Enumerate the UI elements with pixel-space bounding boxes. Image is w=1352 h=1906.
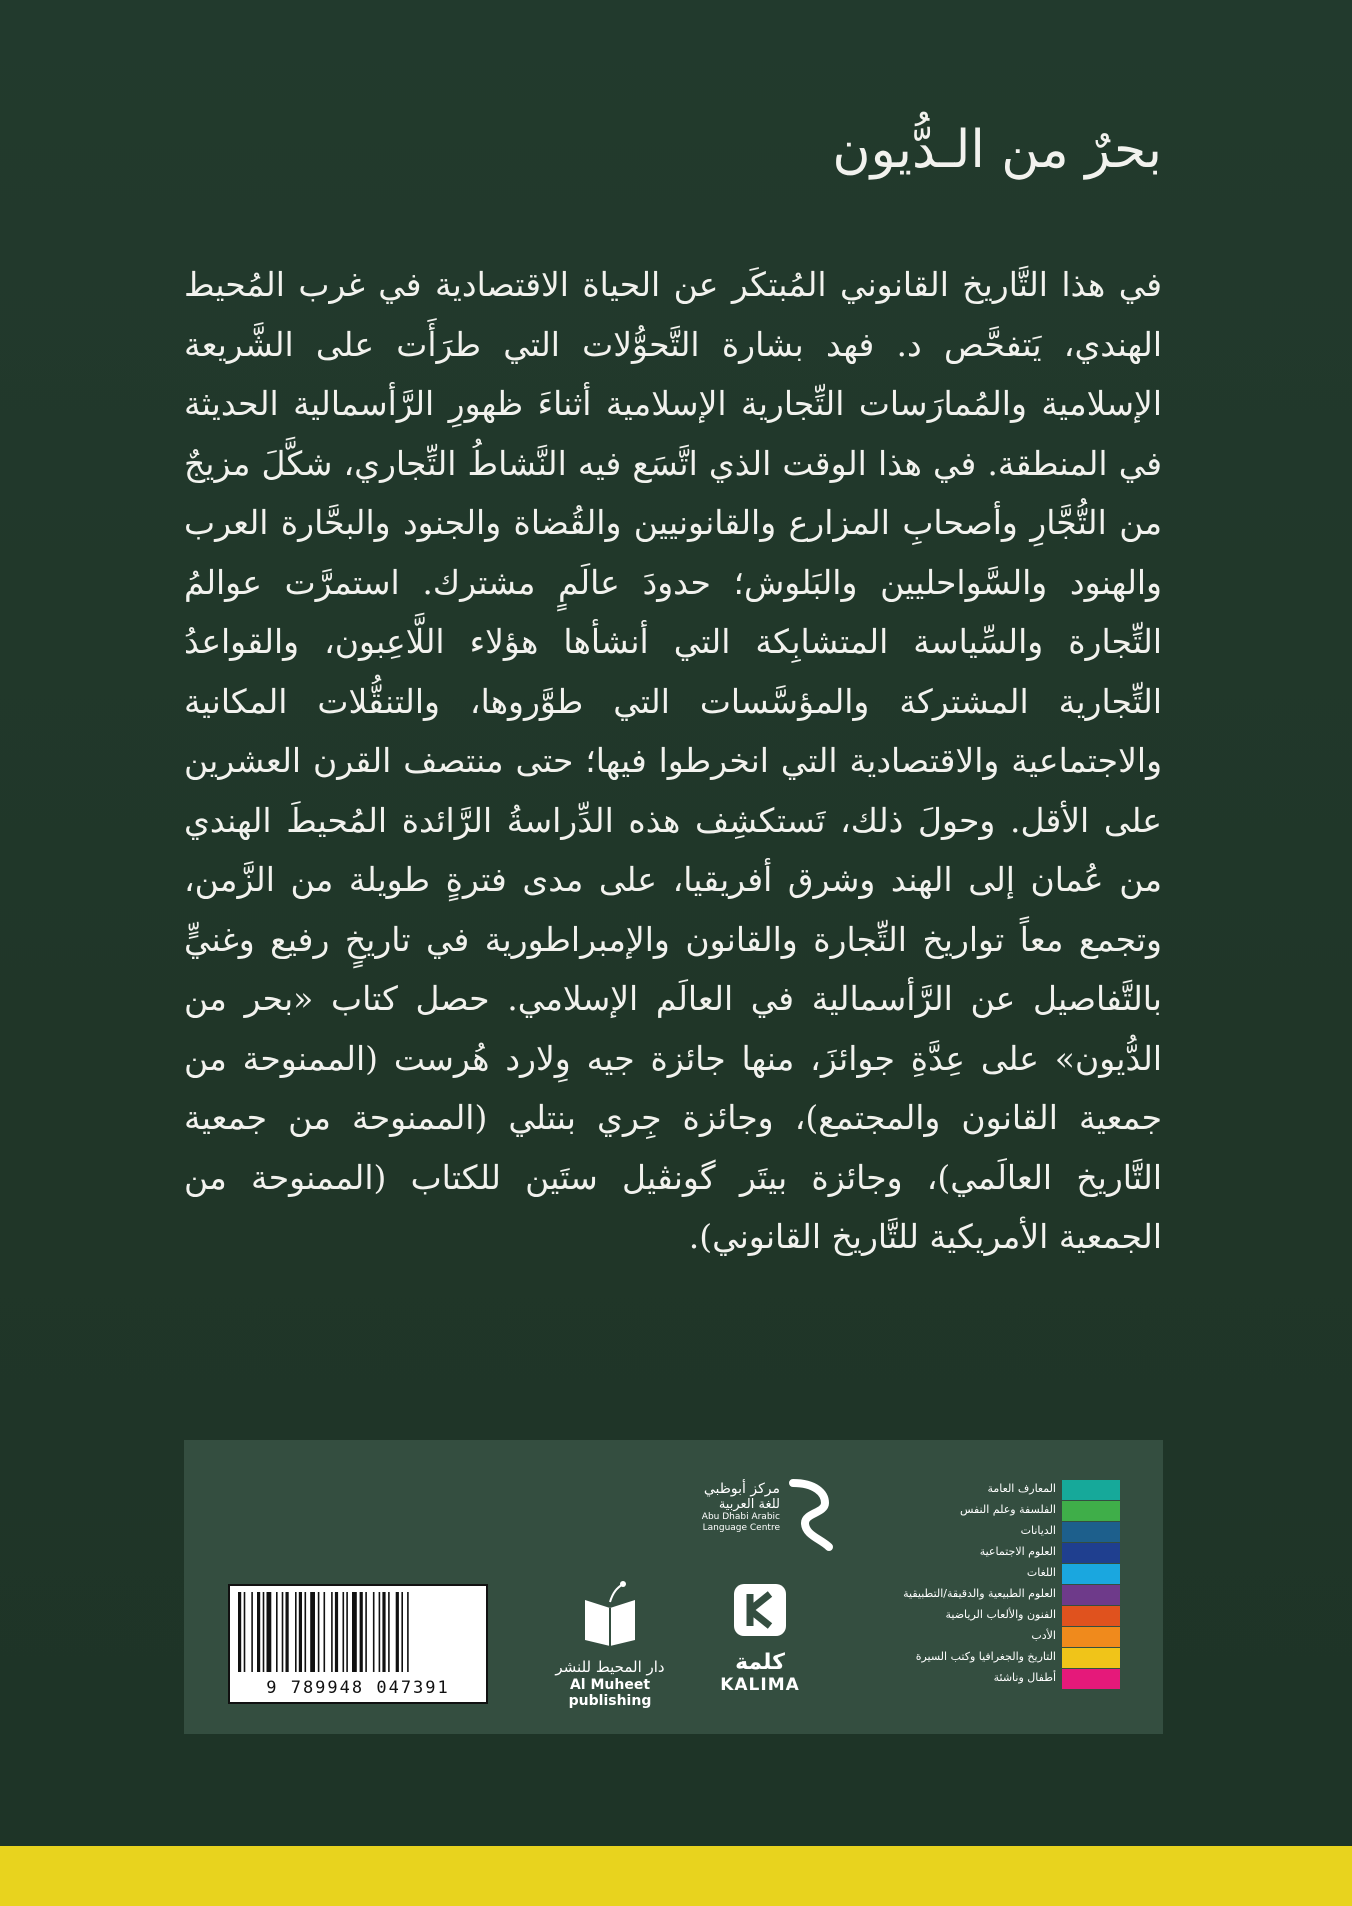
publisher-name-en: Al Muheet publishing <box>568 1677 652 1709</box>
barcode-bar <box>407 1592 409 1672</box>
category-swatch <box>1062 1669 1120 1689</box>
category-label: الفلسفة وعلم النفس <box>959 1503 1056 1516</box>
category-swatch <box>1062 1648 1120 1668</box>
category-swatch <box>1062 1501 1120 1521</box>
category-item <box>820 1501 1120 1521</box>
barcode-bar <box>365 1592 367 1672</box>
barcode-bar <box>257 1592 260 1672</box>
barcode-bar <box>295 1592 297 1672</box>
kalima-name-ar: كلمة <box>735 1650 785 1675</box>
category-label: الأدب <box>1031 1629 1056 1642</box>
adalc-name-ar-2: للغة العربية <box>718 1497 780 1512</box>
barcode-bar <box>373 1592 375 1672</box>
category-item <box>820 1606 1120 1626</box>
barcode-bar <box>310 1592 315 1672</box>
kalima-logo <box>700 1580 820 1695</box>
barcode-bar <box>335 1592 338 1672</box>
category-swatch <box>1062 1606 1120 1626</box>
category-label: اللغات <box>1026 1566 1056 1579</box>
barcode-bar <box>299 1592 302 1672</box>
barcode-bar <box>263 1592 265 1672</box>
barcode-bar <box>396 1592 399 1672</box>
barcode-bar <box>401 1592 403 1672</box>
barcode-bars-icon <box>236 1592 480 1674</box>
kalima-mark-icon <box>730 1580 790 1640</box>
barcode-bar <box>346 1592 348 1672</box>
category-label: العلوم الاجتماعية <box>979 1545 1056 1558</box>
barcode-bar <box>286 1592 289 1672</box>
category-legend <box>820 1480 1120 1690</box>
category-swatch <box>1062 1585 1120 1605</box>
category-swatch <box>1062 1543 1120 1563</box>
barcode-bar <box>318 1592 320 1672</box>
publisher-name-ar: دار المحيط للنشر <box>555 1658 665 1676</box>
open-book-icon <box>565 1580 655 1650</box>
book-title: بحرٌ من الـدُّيون <box>832 120 1162 180</box>
category-swatch <box>1062 1480 1120 1500</box>
barcode-bar <box>244 1592 246 1672</box>
barcode-bar <box>382 1592 385 1672</box>
category-label: المعارف العامة <box>987 1482 1056 1495</box>
barcode-bar <box>379 1592 381 1672</box>
barcode-bar <box>282 1592 284 1672</box>
barcode-bar <box>352 1592 357 1672</box>
category-label: التاريخ والجغرافيا وكتب السيرة <box>915 1650 1056 1663</box>
barcode-bar <box>238 1592 241 1672</box>
category-item <box>820 1543 1120 1563</box>
barcode-bar <box>388 1592 390 1672</box>
category-item <box>820 1585 1120 1605</box>
category-item <box>820 1627 1120 1647</box>
barcode-bar <box>331 1592 333 1672</box>
publisher-logo <box>540 1580 680 1709</box>
category-item <box>820 1480 1120 1500</box>
kalima-name-en: KALIMA <box>720 1675 800 1695</box>
book-blurb: في هذا التَّاريخ القانوني المُبتكَر عن الحياة الاقتصادية في غرب المُحيط الهندي، يَتفحَّص د. فهد بشارة التَّحوُّلات التي طرَأَت على الشَّريعة الإسلامية والمُمارَسات التِّجارية الإسلامية أثناءَ ظهورِ الرَّأسمالية الحديثة في المنطقة. في هذا الوقت الذي اتَّسَع فيه النَّشاطُ التِّجاري، شكَّلَ مزيجٌ من التُّجَّارِ وأصحابِ المزارع والقانونيين والقُضاة والجنود والبحَّارة العرب والهنود والسَّواحليين والبَلوش؛ حدودَ عالَمٍ مشترك. استمرَّت عوالمُ التِّجارة والسِّياسة المتشابِكة التي أنشأها هؤلاء اللَّاعِبون، والقواعدُ التِّجارية المشتركة والمؤسَّسات التي طوَّروها، والتنقُّلات المكانية والاجتماعية والاقتصادية التي انخرطوا فيها؛ حتى منتصف القرن العشرين على الأقل. وحولَ ذلك، تَستكشِف هذه الدِّراسةُ الرَّائدة المُحيطَ الهندي من عُمان إلى الهند وشرق أفريقيا، على مدى فترةٍ طويلة من الزَّمن، وتجمع معاً تواريخ التِّجارة والقانون والإمبراطورية في تاريخٍ رفيع وغنيٍّ بالتَّفاصيل عن الرَّأسمالية في العالَم الإسلامي. حصل كتاب «بحر من الدُّيون» على عِدَّةِ جوائزَ، منها جائزة جيه وِلارد هُرست (الممنوحة من جمعية القانون والمجتمع)، وجائزة جِري بنتلي (الممنوحة من جمعية التَّاريخ العالَمي)، وجائزة بيتَر گونڤيل ستَين للكتاب (الممنوحة من الجمعية الأمريكية للتَّاريخ القانوني). <box>184 265 1162 1256</box>
adalc-name-ar-1: مركز أبوظبي <box>703 1481 780 1497</box>
category-item <box>820 1522 1120 1542</box>
barcode-bar <box>251 1592 253 1672</box>
barcode-bar <box>305 1592 307 1672</box>
category-swatch <box>1062 1564 1120 1584</box>
barcode-bar <box>343 1592 345 1672</box>
barcode-bar <box>324 1592 326 1672</box>
category-label: العلوم الطبيعية والدقيقة/التطبيقية <box>903 1587 1056 1600</box>
category-item <box>820 1564 1120 1584</box>
isbn-number: 9 789948 047391 <box>266 1678 450 1698</box>
barcode-bar <box>360 1592 363 1672</box>
category-label: أطفال وناشئة <box>993 1671 1056 1684</box>
category-item <box>820 1669 1120 1689</box>
barcode-bar <box>267 1592 272 1672</box>
category-item <box>820 1648 1120 1668</box>
isbn-barcode <box>228 1584 488 1704</box>
yellow-spine-band <box>0 1846 1352 1906</box>
adalc-name-en-2: Language Centre <box>702 1523 780 1533</box>
category-swatch <box>1062 1522 1120 1542</box>
adalc-name-en-1: Abu Dhabi Arabic <box>701 1512 780 1522</box>
barcode-bar <box>276 1592 278 1672</box>
category-swatch <box>1062 1627 1120 1647</box>
category-label: الفنون والألعاب الرياضية <box>945 1608 1056 1621</box>
category-label: الديانات <box>1020 1524 1056 1537</box>
